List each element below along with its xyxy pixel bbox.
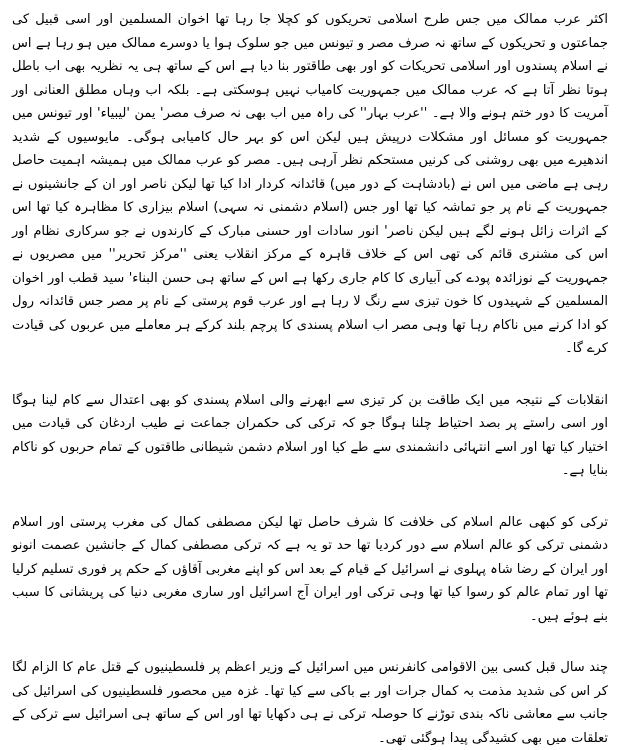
paragraph-3: ترکی کو کبھی عالم اسلام کی خلافت کا شرف حاصل تھا لیکن مصطفی کمال کی مغرب پرستی اور اسلام دشمنی ترکی کو عالم اسلام سے دور کردیا تھا حد تو یہ ہے کہ ترکی مصطفی کمال کے جانشین عصمت انونو اور ایران کے رضا شاہ پہلوی نے اسرائیل کے قیام کے بعد اس کو اپنے مغربی آقاؤں کے حکم پر فوری تسلیم کرلیا تھا اور تمام عالم کو رسوا کیا تھا وہی ترکی اور ایران آج اسرائیل اور ساری مغربی دنیا کی پریشانی کا سبب بنے ہوئے ہیں۔ [12, 514, 608, 624]
paragraph-1: اکثر عرب ممالک میں جس طرح اسلامی تحریکوں کو کچلا جا رہا تھا اخوان المسلمین اور اسی قبیل کی جماعتوں و تحریکوں کے ساتھ نہ صرف مصر و تیونس میں جو سلوک ہوا یا دوسرے ممالک میں ہو رہا ہے اس نے اسلام پسندوں اور اسلامی تحریکات کو اور بھی طاقتور بنا دیا ہے اس کے ساتھ ہی یہ نظریہ بھی اب باطل ہوتا نظر آتا ہے کہ عرب ممالک میں جمہوریت کامیاب نہیں ہوسکتی ہے۔ بلکہ اب وہاں مطلق العنانی اور آمریت کا دور ختم ہونے والا ہے۔ ''عرب بہار'' کی راہ میں اب بھی نہ صرف مصر' یمن 'لیبیاء' اور تیونس میں جمہوریت کو مسائل اور مشکلات درپیش ہیں لیکن اس کو بہر حال کامیابی ہوگی۔ مایوسیوں کے شدید اندھیرے میں بھی روشنی کی کرنیں مستحکم نظر آرہی ہیں۔ مصر کو عرب ممالک میں ہمیشہ اہمیت حاصل رہی ہے ماضی میں اس نے (بادشاہت کے دور میں) قائدانہ کردار ادا کیا تھا لیکن ناصر اور ان کے جانشینوں نے جمہوریت کے نام پر جو تماشہ کیا تھا اور جس (اسلام دشمنی نہ سہی) اسلام بیزاری کا مظاہرہ کیا تھا اس کے اثرات زائل ہونے لگے ہیں لیکن ناصر' انور سادات اور حسنی مبارک کے کارندوں نے جو سرکاری نظام اور اس کی مشنری قائم کی تھی اس کے خلاف قاہرہ کے مرکز انقلاب یعنی ''مرکز تحریر'' میں مصریوں نے جمہوریت کے نوزائدہ پودے کی آبیاری کا کام جاری رکھا ہے اس کے ساتھ ہی حسن البناء' سید قطب اور اخوان المسلمین کے شہیدوں کا خون تیزی سے رنگ لا رہا ہے اور عرب قوم پرستی کے نام پر مصر جس قائدانہ رول کو ادا کرنے میں ناکام رہا تھا وہی مصر اب اسلام پسندی کا پرچم بلند کرکے ہر معاملے میں عربوں کی قیادت کرے گا۔ [12, 12, 608, 356]
paragraph-4: چند سال قبل کسی بین الاقوامی کانفرنس میں اسرائیل کے وزیر اعظم پر فلسطینیوں کے قتل عام کا الزام لگا کر اس کی شدید مذمت بہ کمال جرات اور بے باکی سے کیا تھا۔ غزہ میں محصور فلسطینیوں کی اسرائیل کی جانب سے معاشی ناکہ بندی توڑنے کا حوصلہ ترکی نے ہی دکھایا تھا اور اس کے ساتھ ہی اسرائیل سے ترکی کے تعلقات میں بھی کشیدگی پیدا ہوگئی تھی۔ [12, 660, 608, 746]
paragraph-2: انقلابات کے نتیجہ میں ایک طاقت بن کر تیزی سے ابھرنے والی اسلام پسندی کو بھی اعتدال سے کام لینا ہوگا اور اسی راستے پر بصد احتیاط چلنا ہوگا جو کہ ترکی کی حکمران جماعت نے طیب اردغان کی قیادت میں اختیار کیا تھا اور اسے انتہائی دانشمندی سے طے کیا اور اسلام دشمن شیطانی طاقتوں کے تمام حربوں کو ناکام بنایا ہے۔ [12, 392, 608, 478]
